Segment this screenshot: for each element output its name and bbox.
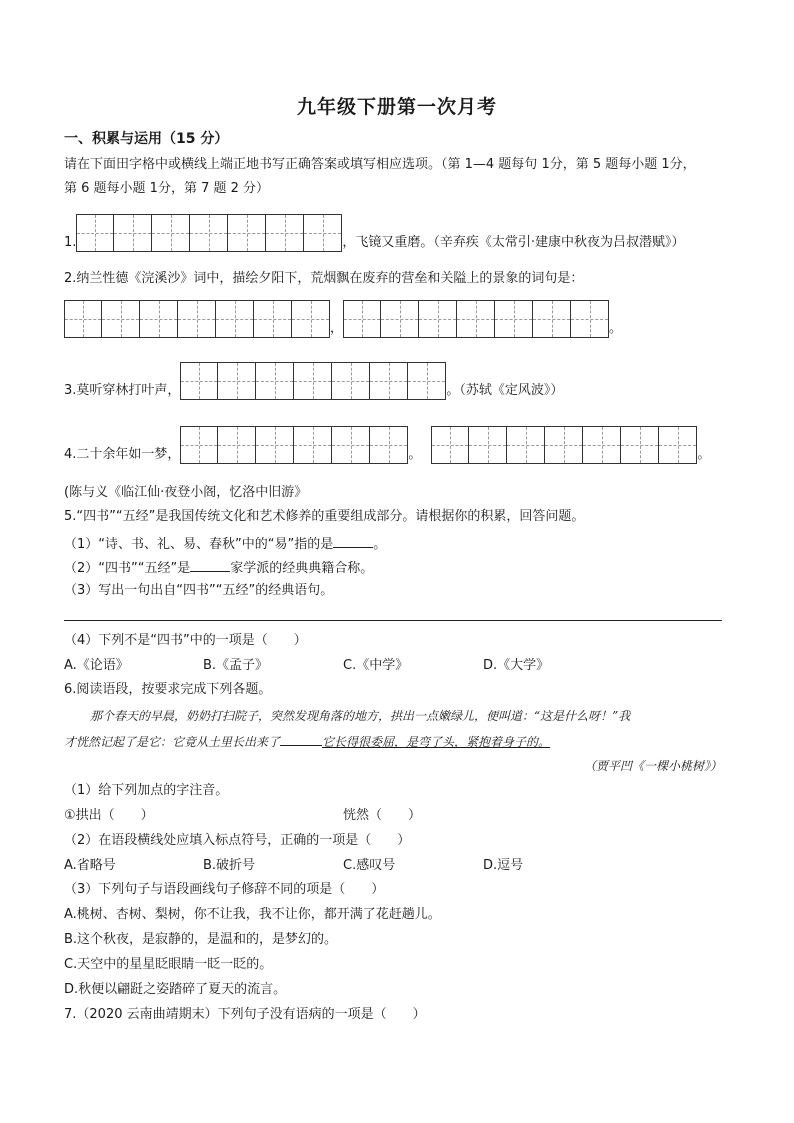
instruction-line-1: 请在下面田字格中或横线上端正地书写正确答案或填写相应选项。（第 1—4 题每句 1分，第 5 题每小题 1分，	[64, 157, 696, 172]
section-heading: 一、积累与运用（15 分）	[64, 131, 229, 147]
grid-cell[interactable]	[294, 426, 332, 464]
option-d[interactable]: D.《大学》	[483, 658, 550, 673]
grid-cell[interactable]	[190, 214, 228, 252]
option-c[interactable]: C.天空中的星星眨眼睛一眨一眨的。	[64, 957, 273, 972]
grid-cell[interactable]	[76, 214, 114, 252]
grid-cell[interactable]	[304, 214, 342, 252]
answer-grid-2b[interactable]	[343, 300, 609, 338]
separator: ，	[330, 321, 344, 336]
grid-cell[interactable]	[266, 214, 304, 252]
grid-cell[interactable]	[292, 300, 330, 338]
question-6-sub2: （2）在语段横线处应填入标点符号，正确的一项是（ ）	[64, 833, 411, 848]
question-6-stem: 6.阅读语段，按要求完成下列各题。	[64, 682, 272, 697]
passage-text: 才恍然记起了是它：它竟从土里长出来了	[64, 735, 281, 749]
passage-line-1: 那个春天的早晨，奶奶打扫院子，突然发现角落的地方，拱出一点嫩绿儿，便叫道：“这是什么呀！”我	[90, 709, 631, 723]
option-a[interactable]: A.《论语》	[64, 658, 129, 673]
option-c[interactable]: C.《中学》	[343, 658, 409, 673]
grid-cell[interactable]	[178, 300, 216, 338]
passage-line-2	[64, 733, 550, 751]
question-7-stem: 7.（2020 云南曲靖期末）下列句子没有语病的一项是（ ）	[64, 1007, 426, 1022]
answer-grid-3[interactable]	[180, 362, 446, 400]
question-1-number: 1.	[64, 235, 77, 250]
option-b[interactable]: B.这个秋夜，是寂静的，是温和的，是梦幻的。	[64, 932, 338, 947]
grid-cell[interactable]	[495, 300, 533, 338]
answer-grid-1[interactable]	[76, 214, 342, 252]
option-d[interactable]: D.秋便以翩跹之姿踏碎了夏天的流言。	[64, 982, 287, 997]
option-c[interactable]: C.感叹号	[343, 858, 396, 873]
grid-cell[interactable]	[332, 362, 370, 400]
pinyin-item-a[interactable]: ①拱出（ ）	[64, 808, 154, 823]
question-2-text: 2.纳兰性德《浣溪沙》词中，描绘夕阳下，荒烟飘在废弃的营垒和关隘上的景象的词句是：	[64, 271, 584, 286]
grid-cell[interactable]	[545, 426, 583, 464]
question-2-answers	[64, 300, 622, 338]
grid-cell[interactable]	[370, 362, 408, 400]
question-1-text: ，飞镜又重磨。（辛弃疾《太常引·建康中秋夜为吕叔潜赋》）	[342, 235, 685, 250]
option-b[interactable]: B.破折号	[203, 858, 256, 873]
instruction-line-2: 第 6 题每小题 1分，第 7 题 2 分）	[64, 181, 270, 196]
grid-cell[interactable]	[457, 300, 495, 338]
answer-grid-4a[interactable]	[180, 426, 408, 464]
grid-cell[interactable]	[114, 214, 152, 252]
separator: 。	[408, 447, 422, 462]
question-6-sub1: （1）给下列加点的字注音。	[64, 783, 229, 798]
option-b[interactable]: B.《孟子》	[203, 658, 269, 673]
grid-cell[interactable]	[419, 300, 457, 338]
grid-cell[interactable]	[218, 362, 256, 400]
grid-cell[interactable]	[533, 300, 571, 338]
answer-grid-4b[interactable]	[431, 426, 697, 464]
grid-cell[interactable]	[254, 300, 292, 338]
page-title: 九年级下册第一次月考	[296, 96, 497, 118]
grid-cell[interactable]	[583, 426, 621, 464]
grid-cell[interactable]	[571, 300, 609, 338]
option-a[interactable]: A.省略号	[64, 858, 116, 873]
grid-cell[interactable]	[256, 426, 294, 464]
question-5-sub2	[64, 557, 373, 578]
question-4-text: 4.二十余年如一梦，	[64, 447, 181, 462]
grid-cell[interactable]	[507, 426, 545, 464]
punctuation-blank[interactable]	[280, 733, 322, 746]
grid-cell[interactable]	[64, 300, 102, 338]
grid-cell[interactable]	[469, 426, 507, 464]
question-5-sub4: （4）下列不是“四书”中的一项是（ ）	[64, 633, 307, 648]
grid-cell[interactable]	[218, 426, 256, 464]
grid-cell[interactable]	[370, 426, 408, 464]
question-5-sub1	[64, 533, 386, 554]
sub1-text: （1）“诗、书、礼、易、春秋”中的“易”指的是	[64, 537, 334, 552]
question-1	[64, 214, 685, 252]
fill-blank[interactable]	[333, 533, 373, 548]
grid-cell[interactable]	[294, 362, 332, 400]
sub1-end: 。	[373, 537, 387, 552]
grid-cell[interactable]	[408, 362, 446, 400]
question-3-end: 。（苏轼《定风波》）	[446, 383, 564, 398]
grid-cell[interactable]	[381, 300, 419, 338]
grid-cell[interactable]	[180, 362, 218, 400]
sub2-text: （2）“四书”“五经”是	[64, 561, 191, 576]
question-3-text: 3.莫听穿林打叶声，	[64, 383, 181, 398]
option-a[interactable]: A.桃树、杏树、梨树，你不让我，我不让你，都开满了花赶趟儿。	[64, 907, 441, 922]
answer-grid-2a[interactable]	[64, 300, 330, 338]
end-mark: 。	[697, 447, 711, 462]
grid-cell[interactable]	[343, 300, 381, 338]
option-d[interactable]: D.逗号	[483, 858, 524, 873]
grid-cell[interactable]	[228, 214, 266, 252]
passage-source: （贾平凹《一棵小桃树》）	[583, 759, 722, 773]
end-mark: 。	[609, 321, 623, 336]
question-5-sub3: （3）写出一句出自“四书”“五经”的经典语句。	[64, 583, 334, 598]
grid-cell[interactable]	[659, 426, 697, 464]
grid-cell[interactable]	[140, 300, 178, 338]
fill-blank[interactable]	[190, 557, 230, 572]
question-3	[64, 362, 563, 400]
question-4-source: (陈与义《临江仙·夜登小阁，忆洛中旧游》	[64, 485, 308, 500]
grid-cell[interactable]	[332, 426, 370, 464]
grid-cell[interactable]	[102, 300, 140, 338]
grid-cell[interactable]	[216, 300, 254, 338]
grid-cell[interactable]	[180, 426, 218, 464]
question-6-sub3: （3）下列句子与语段画线句子修辞不同的项是（ ）	[64, 882, 385, 897]
question-5-stem: 5.“四书”“五经”是我国传统文化和艺术修养的重要组成部分。请根据你的积累，回答问题。	[64, 509, 585, 524]
grid-cell[interactable]	[621, 426, 659, 464]
grid-cell[interactable]	[431, 426, 469, 464]
pinyin-item-b[interactable]: 恍然（ ）	[343, 808, 422, 823]
grid-cell[interactable]	[152, 214, 190, 252]
grid-cell[interactable]	[256, 362, 294, 400]
answer-line[interactable]	[64, 620, 722, 621]
underlined-sentence: 它长得很委屈，是弯了头，紧抱着身子的。	[322, 735, 551, 749]
question-4	[64, 426, 710, 464]
sub2-end: 家学派的经典典籍合称。	[230, 561, 374, 576]
